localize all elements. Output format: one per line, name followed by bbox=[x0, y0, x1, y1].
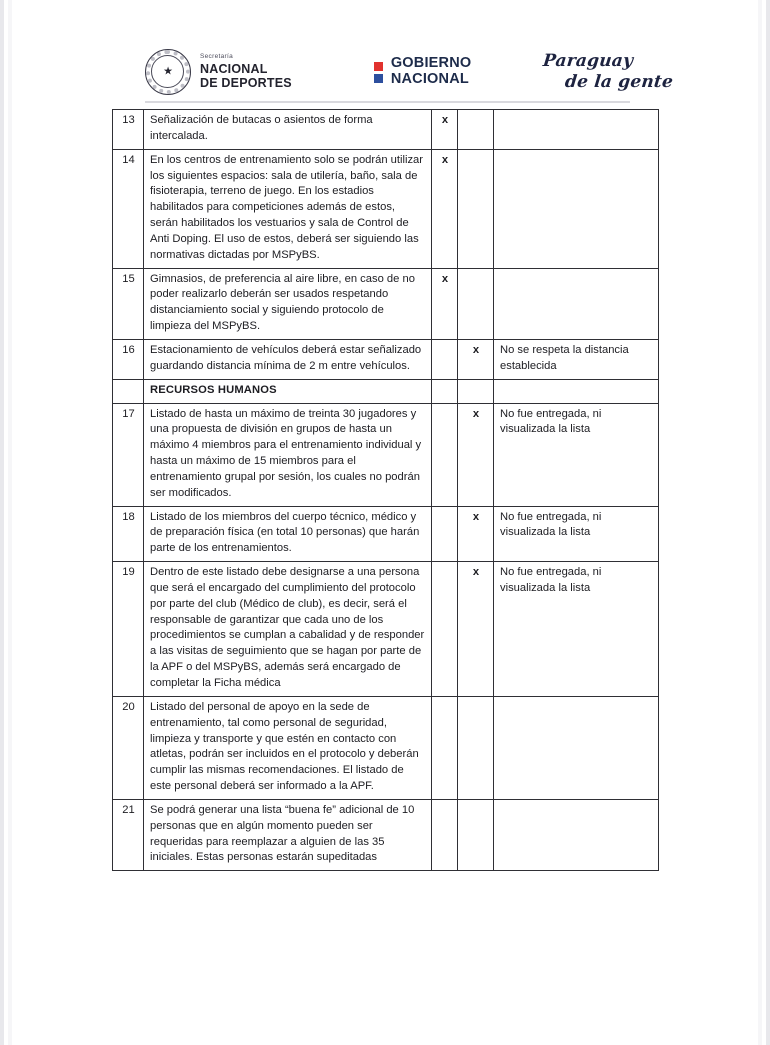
row-no-cumple-cell[interactable]: x bbox=[458, 562, 494, 697]
gobierno-squares-icon bbox=[374, 62, 383, 83]
checklist-table bbox=[112, 109, 659, 871]
row-observaciones-cell[interactable]: No fue entregada, ni visualizada la lista bbox=[494, 562, 659, 697]
row-observaciones-cell[interactable] bbox=[494, 110, 659, 150]
row-cumple-cell[interactable] bbox=[432, 696, 458, 799]
row-cumple-cell[interactable] bbox=[432, 799, 458, 870]
row-description-cell: Listado del personal de apoyo en la sede de entrenamiento, tal como personal de seguridad, limpieza y transporte y que estén en contacto con atletas, podrán ser incluidos en el protocolo y deberán cumplir las mismas recomendaciones. El listado de este personal deberá ser informado a la APF. bbox=[144, 696, 432, 799]
checklist-table-container bbox=[112, 109, 658, 871]
row-number-cell: 15 bbox=[113, 268, 144, 339]
row-observaciones-cell[interactable] bbox=[494, 149, 659, 268]
row-observaciones-cell[interactable]: No fue entregada, ni visualizada la lista bbox=[494, 506, 659, 562]
document-header bbox=[0, 0, 770, 98]
table-row bbox=[113, 696, 659, 799]
row-no-cumple-cell[interactable]: x bbox=[458, 403, 494, 506]
row-no-cumple-cell[interactable]: x bbox=[458, 506, 494, 562]
star-icon: ★ bbox=[163, 65, 173, 78]
snd-line2: DE DEPORTES bbox=[200, 76, 292, 91]
row-number-cell: 21 bbox=[113, 799, 144, 870]
snd-wordmark bbox=[200, 54, 292, 91]
row-number-cell bbox=[113, 379, 144, 403]
row-cumple-cell[interactable] bbox=[432, 403, 458, 506]
row-cumple-cell[interactable] bbox=[432, 339, 458, 379]
row-observaciones-cell[interactable] bbox=[494, 696, 659, 799]
row-no-cumple-cell[interactable]: x bbox=[458, 339, 494, 379]
pdg-line1: Paraguay bbox=[542, 51, 635, 71]
row-number-cell: 18 bbox=[113, 506, 144, 562]
gobierno-wordmark bbox=[391, 56, 472, 88]
row-description-cell: Estacionamiento de vehículos deberá estar señalizado guardando distancia mínima de 2 m entre vehículos. bbox=[144, 339, 432, 379]
row-cumple-cell[interactable]: x bbox=[432, 110, 458, 150]
row-description-cell: Señalización de butacas o asientos de forma intercalada. bbox=[144, 110, 432, 150]
table-row bbox=[113, 506, 659, 562]
table-row bbox=[113, 799, 659, 870]
row-no-cumple-cell[interactable] bbox=[458, 379, 494, 403]
logo-paraguay-de-la-gente bbox=[543, 53, 673, 91]
row-no-cumple-cell[interactable] bbox=[458, 268, 494, 339]
row-description-cell: Gimnasios, de preferencia al aire libre, en caso de no poder realizarlo deberán ser usados respetando distanciamiento social y siguiendo protocolo de limpieza del MSPyBS. bbox=[144, 268, 432, 339]
blue-square-icon bbox=[374, 74, 383, 83]
table-row bbox=[113, 110, 659, 150]
pdg-line2: de la gente bbox=[564, 72, 675, 92]
row-cumple-cell[interactable]: x bbox=[432, 149, 458, 268]
row-number-cell: 19 bbox=[113, 562, 144, 697]
table-row bbox=[113, 562, 659, 697]
table-row bbox=[113, 403, 659, 506]
seal-inner-icon bbox=[155, 59, 181, 85]
row-no-cumple-cell[interactable] bbox=[458, 110, 494, 150]
row-description-cell: En los centros de entrenamiento solo se podrán utilizar los siguientes espacios: sala de utilería, baño, sala de fisioterapia, terreno de juego. En los estadios habilitados para competiciones además de estos, serán habilitados los vestuarios y sala de Control de Anti Doping. El uso de estos, deberá ser siguiendo las normativas dictadas por MSPyBS. bbox=[144, 149, 432, 268]
table-section-row bbox=[113, 379, 659, 403]
row-description-cell: RECURSOS HUMANOS bbox=[144, 379, 432, 403]
row-cumple-cell[interactable] bbox=[432, 506, 458, 562]
snd-secretaria-label: Secretaría bbox=[200, 52, 233, 60]
row-cumple-cell[interactable] bbox=[432, 562, 458, 697]
snd-line1: NACIONAL bbox=[200, 62, 268, 77]
page-left-edge bbox=[8, 0, 12, 1045]
paraguay-seal-icon bbox=[145, 49, 191, 95]
page-right-edge bbox=[758, 0, 762, 1045]
table-row bbox=[113, 268, 659, 339]
row-observaciones-cell[interactable] bbox=[494, 799, 659, 870]
checklist-table-body bbox=[113, 110, 659, 871]
row-number-cell: 14 bbox=[113, 149, 144, 268]
row-observaciones-cell[interactable]: No se respeta la distancia establecida bbox=[494, 339, 659, 379]
row-no-cumple-cell[interactable] bbox=[458, 799, 494, 870]
row-number-cell: 17 bbox=[113, 403, 144, 506]
table-row bbox=[113, 339, 659, 379]
gobierno-line2: NACIONAL bbox=[390, 71, 469, 87]
pdg-wordmark bbox=[543, 53, 673, 91]
table-row bbox=[113, 149, 659, 268]
row-number-cell: 16 bbox=[113, 339, 144, 379]
logo-gobierno-nacional bbox=[374, 56, 472, 88]
row-no-cumple-cell[interactable] bbox=[458, 149, 494, 268]
header-divider bbox=[145, 101, 630, 103]
row-description-cell: Listado de hasta un máximo de treinta 30 jugadores y una propuesta de división en grupos de hasta un máximo 4 miembros para el entrenamiento individual y hasta un máximo de 15 miembros para el entrenamiento grupal por sesión, los cuales no podrán ser modificados. bbox=[144, 403, 432, 506]
row-number-cell: 13 bbox=[113, 110, 144, 150]
row-no-cumple-cell[interactable] bbox=[458, 696, 494, 799]
row-description-cell: Listado de los miembros del cuerpo técnico, médico y de preparación física (en total 10 personas) que harán parte de los entrenamientos. bbox=[144, 506, 432, 562]
row-observaciones-cell[interactable] bbox=[494, 268, 659, 339]
row-number-cell: 20 bbox=[113, 696, 144, 799]
row-description-cell: Dentro de este listado debe designarse a una persona que será el encargado del cumplimiento del protocolo por parte del club (Médico de club), es decir, será el responsable de garantizar que cada uno de los procedimientos se cumplan a cabalidad y de responder a las visitas de seguimiento que se hagan por parte de la APF o del MSPyBS, además será encargado de completar la Ficha médica bbox=[144, 562, 432, 697]
row-cumple-cell[interactable]: x bbox=[432, 268, 458, 339]
seal-ring-text-icon bbox=[146, 50, 190, 94]
gobierno-line1: GOBIERNO bbox=[390, 55, 472, 72]
row-description-cell: Se podrá generar una lista “buena fe” adicional de 10 personas que en algún momento pueden ser requeridas para reemplazar a alguien de las 35 iniciales. Estas personas estarán supeditadas bbox=[144, 799, 432, 870]
red-square-icon bbox=[374, 62, 383, 71]
row-observaciones-cell[interactable]: No fue entregada, ni visualizada la lista bbox=[494, 403, 659, 506]
row-observaciones-cell[interactable] bbox=[494, 379, 659, 403]
row-cumple-cell[interactable] bbox=[432, 379, 458, 403]
logo-secretaria-nacional-de-deportes bbox=[145, 49, 292, 95]
